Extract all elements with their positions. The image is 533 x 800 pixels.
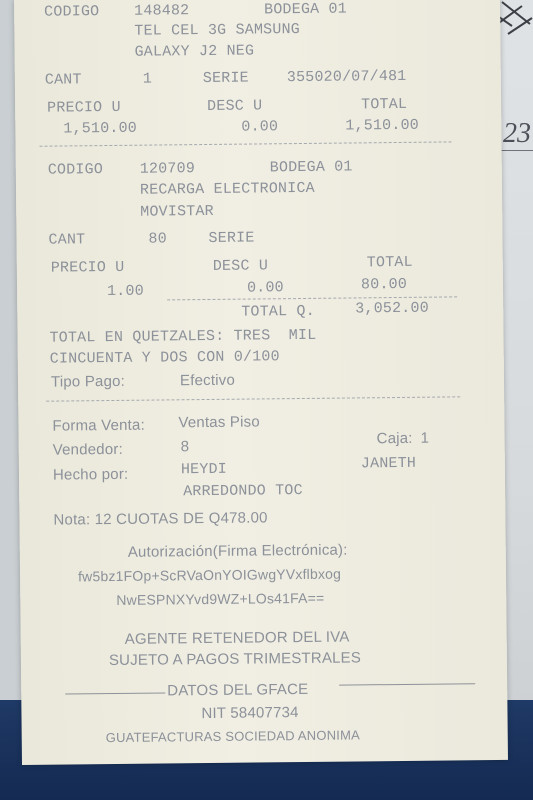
total-q-label: TOTAL Q. [241, 302, 315, 321]
item1-bodega: BODEGA 01 [264, 0, 348, 19]
caja-label: Caja: [376, 429, 413, 448]
item2-desc-line1: RECARGA ELECTRONICA [139, 179, 315, 199]
item1-precio: 1,510.00 [63, 119, 138, 138]
hecho-por-name3: ARREDONDO TOC [183, 482, 303, 501]
hecho-por-name1: HEYDI [180, 460, 228, 479]
item1-desc: 0.00 [241, 118, 279, 136]
autorizacion-line2: NwESPNXYvd9WZ+LOs41FA== [116, 589, 325, 608]
divider [40, 141, 452, 146]
item1-codigo: 148482 [134, 2, 190, 20]
autorizacion-line1: fw5bz1FOp+ScRVaOnYOIGwgYVxflbxog [77, 565, 342, 585]
tipo-pago-label: Tipo Pago: [50, 372, 126, 391]
item2-total-label: TOTAL [366, 253, 413, 272]
item1-total: 1,510.00 [345, 116, 420, 135]
datos-gface-label: DATOS DEL GFACE [167, 680, 309, 700]
item2-desc-label: DESC U [212, 257, 269, 275]
vendedor-value: 8 [180, 438, 190, 456]
item1-desc-line1: TEL CEL 3G SAMSUNG [134, 21, 301, 40]
total-words-line2: CINCUENTA Y DOS CON 0/100 [49, 348, 280, 368]
nota: Nota: 12 CUOTAS DE Q478.00 [53, 509, 268, 529]
item1-desc-label: DESC U [207, 97, 263, 115]
sujeto-pagos: SUJETO A PAGOS TRIMESTRALES [108, 649, 362, 670]
divider [65, 692, 165, 694]
company-name: GUATEFACTURAS SOCIEDAD ANONIMA [105, 727, 361, 746]
item2-codigo: 120709 [139, 160, 196, 178]
hecho-por-label: Hecho por: [52, 465, 129, 484]
divider [46, 396, 460, 401]
forma-venta-value: Ventas Piso [178, 413, 260, 432]
agente-retenedor: AGENTE RETENEDOR DEL IVA [124, 628, 350, 648]
item2-desc-line2: MOVISTAR [140, 202, 214, 221]
item1-desc-line2: GALAXY J2 NEG [134, 42, 255, 61]
item2-desc: 0.00 [246, 279, 284, 297]
caja-value: 1 [420, 429, 430, 447]
item2-precio-label: PRECIO U [50, 258, 125, 277]
nit: NIT 58407734 [201, 704, 299, 723]
item2-serie-label: SERIE [208, 229, 255, 247]
total-q-value: 3,052.00 [355, 299, 429, 318]
vendedor-label: Vendedor: [52, 440, 124, 459]
item1-serie: 355020/07/481 [286, 67, 407, 87]
item2-cant: 80 [148, 230, 168, 248]
item1-cant-label: CANT [44, 71, 82, 89]
divider [339, 683, 475, 685]
item1-total-label: TOTAL [361, 95, 408, 114]
item1-precio-label: PRECIO U [47, 98, 121, 117]
autorizacion-label: Autorización(Firma Electrónica): [127, 541, 348, 561]
item1-serie-label: SERIE [202, 69, 249, 88]
item2-bodega: BODEGA 01 [269, 158, 353, 177]
item1-cant: 1 [142, 70, 153, 88]
forma-venta-label: Forma Venta: [52, 416, 146, 435]
total-words-line1: TOTAL EN QUETZALES: TRES MIL [49, 326, 317, 347]
item2-total: 80.00 [360, 275, 408, 294]
item2-cant-label: CANT [48, 231, 86, 249]
tipo-pago-value: Efectivo [179, 371, 236, 390]
item2-precio: 1.00 [106, 282, 144, 301]
item2-codigo-label: CODIGO [47, 161, 104, 179]
receipt [14, 0, 508, 765]
handwritten-number: 23 [503, 118, 531, 149]
item1-codigo-label: CODIGO [44, 3, 100, 21]
hecho-por-name2: JANETH [360, 454, 417, 473]
